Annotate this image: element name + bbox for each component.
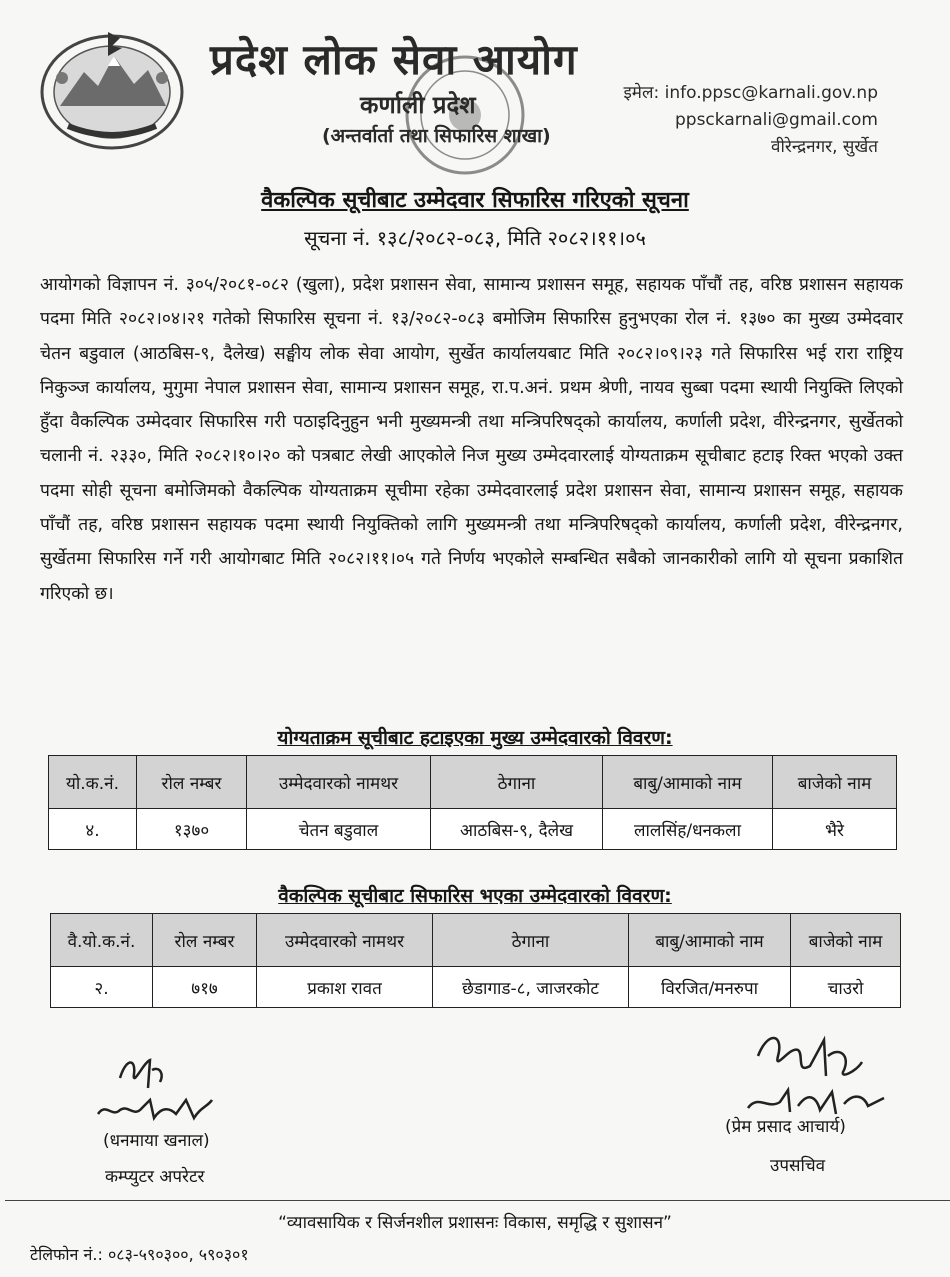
nepal-emblem-icon bbox=[38, 26, 186, 154]
email-label: इमेल: bbox=[623, 83, 660, 103]
signatory-role-left: कम्प्युटर अपरेटर bbox=[105, 1167, 205, 1187]
column-header: ठेगाना bbox=[431, 756, 603, 809]
signatory-name-left: (धनमाया खनाल) bbox=[103, 1131, 210, 1151]
notice-title: वैकल्पिक सूचीबाट उम्मेदवार सिफारिस गरिएको सूचना bbox=[261, 188, 689, 213]
table-cell: लालसिंह/धनकला bbox=[603, 809, 773, 850]
table-cell: चाउरो bbox=[791, 967, 901, 1008]
email-link-secondary[interactable]: ppsckarnali@gmail.com bbox=[674, 110, 878, 130]
column-header: रोल नम्बर bbox=[137, 756, 247, 809]
table-cell: प्रकाश रावत bbox=[257, 967, 433, 1008]
column-header: उम्मेदवारको नामथर bbox=[257, 914, 433, 967]
column-header: वै.यो.क.नं. bbox=[51, 914, 153, 967]
table-header-row bbox=[51, 914, 901, 967]
alternate-candidate-title: वैकल्पिक सूचीबाट सिफारिस भएका उम्मेदवारको विवरण: bbox=[278, 885, 672, 907]
table-cell: ७१७ bbox=[153, 967, 257, 1008]
alternate-candidate-table bbox=[50, 913, 901, 1008]
contact-block bbox=[623, 80, 878, 161]
column-header: उम्मेदवारको नामथर bbox=[247, 756, 431, 809]
footer-motto: “व्यावसायिक र सिर्जनशील प्रशासनः विकास, समृद्धि र सुशासन” bbox=[278, 1213, 672, 1233]
signatory-role-right: उपसचिव bbox=[770, 1156, 826, 1176]
notice-body: आयोगको विज्ञापन नं. ३०५/२०८१-०८२ (खुला), प्रदेश प्रशासन सेवा, सामान्य प्रशासन समूह, सहायक पाँचौं तह, वरिष्ठ प्रशासन सहायक पदमा मिति २०८२।०४।२१ गतेको सिफारिस सूचना नं. १३/२०८२-०८३ बमोजिम सिफारिस हुनुभएका रोल नं. १३७० का मुख्य उम्मेदवार चेतन बडुवाल (आठबिस-९, दैलेख) सङ्घीय लोक सेवा आयोग, सुर्खेत कार्यालयबाट मिति २०८२।०९।२३ गते सिफारिस भई रारा राष्ट्रिय निकुञ्ज कार्यालय, मुगुमा नेपाल प्रशासन सेवा, सामान्य प्रशासन समूह, रा.प.अनं. प्रथम श्रेणी, नायव सुब्बा पदमा स्थायी नियुक्ति लिएको हुँदा वैकल्पिक उम्मेदवार सिफारिस गरी पठाइदिनुहुन भनी मुख्यमन्त्री तथा मन्त्रिपरिषद्को कार्यालय, कर्णाली प्रदेश, वीरेन्द्रनगर, सुर्खेतको चलानी नं. २३३०, मिति २०८२।१०।२० को पत्रबाट लेखी आएकोले निज मुख्य उम्मेदवारलाई योग्यताक्रम सूचीबाट हटाइ रिक्त भएको उक्त पदमा सोही सूचना बमोजिमको वैकल्पिक योग्यताक्रम सूचीमा रहेका उम्मेदवारलाई प्रदेश प्रशासन सेवा, सामान्य प्रशासन समूह, सहायक पाँचौं तह, वरिष्ठ प्रशासन सहायक पदमा स्थायी नियुक्तिको लागि मुख्यमन्त्री तथा मन्त्रिपरिषद्को कार्यालय, कर्णाली प्रदेश, वीरेन्द्रनगर, सुर्खेतमा सिफारिस गर्ने गरी आयोगबाट मिति २०८२।११।०५ गते निर्णय भएकोले सम्बन्धित सबैको जानकारीको लागि यो सूचना प्रकाशित गरिएको छ। bbox=[40, 275, 903, 604]
table-row bbox=[49, 809, 897, 850]
table-cell: भैरे bbox=[773, 809, 897, 850]
handwritten-signature-right bbox=[728, 1026, 908, 1126]
province-name: कर्णाली प्रदेश bbox=[360, 91, 476, 119]
email-link-primary[interactable]: info.ppsc@karnali.gov.np bbox=[664, 83, 878, 103]
column-header: यो.क.नं. bbox=[49, 756, 137, 809]
removed-candidate-title: योग्यताक्रम सूचीबाट हटाइएका मुख्य उम्मेदवारको विवरण: bbox=[277, 727, 673, 749]
table-header-row bbox=[49, 756, 897, 809]
column-header: बाबु/आमाको नाम bbox=[629, 914, 791, 967]
removed-candidate-table bbox=[48, 755, 897, 850]
column-header: बाजेको नाम bbox=[773, 756, 897, 809]
table-cell: विरजित/मनरुपा bbox=[629, 967, 791, 1008]
notice-reference: सूचना नं. १३८/२०८२-०८३, मिति २०८२।११।०५ bbox=[304, 226, 646, 250]
table-cell: ४. bbox=[49, 809, 137, 850]
office-location: वीरेन्द्रनगर, सुर्खेत bbox=[771, 137, 878, 157]
table-cell: १३७० bbox=[137, 809, 247, 850]
footer-divider bbox=[5, 1200, 950, 1201]
branch-name: (अन्तर्वार्ता तथा सिफारिस शाखा) bbox=[322, 125, 551, 147]
signatory-name-right: (प्रेम प्रसाद आचार्य) bbox=[725, 1117, 846, 1137]
table-cell: आठबिस-९, दैलेख bbox=[431, 809, 603, 850]
table-cell: चेतन बडुवाल bbox=[247, 809, 431, 850]
column-header: बाजेको नाम bbox=[791, 914, 901, 967]
table-cell: छेडागाड-८, जाजरकोट bbox=[433, 967, 629, 1008]
organization-name: प्रदेश लोक सेवा आयोग bbox=[210, 35, 578, 84]
column-header: ठेगाना bbox=[433, 914, 629, 967]
column-header: बाबु/आमाको नाम bbox=[603, 756, 773, 809]
footer-phone: टेलिफोन नं.: ०८३-५९०३००, ५९०३०१ bbox=[30, 1245, 249, 1264]
table-cell: २. bbox=[51, 967, 153, 1008]
handwritten-signature-left bbox=[90, 1048, 220, 1132]
column-header: रोल नम्बर bbox=[153, 914, 257, 967]
table-row bbox=[51, 967, 901, 1008]
